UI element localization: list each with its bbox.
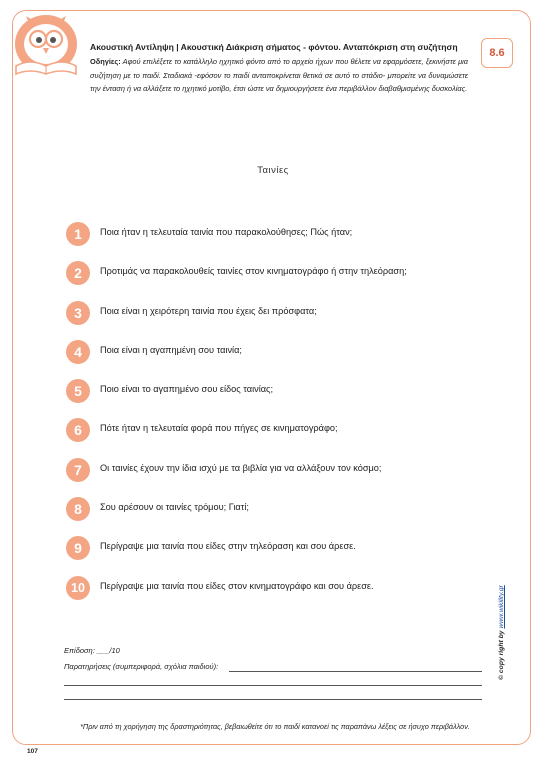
question-text: Ποια είναι η χειρότερη ταινία που έχεις δει πρόσφατα; [100, 305, 317, 316]
question-number-badge: 7 [66, 458, 90, 482]
question-text: Ποιο είναι το αγαπημένο σου είδος ταινίας; [100, 384, 274, 395]
question-text: Προτιμάς να παρακολουθείς ταινίες στον κινηματογράφο ή στην τηλεόραση; [100, 266, 407, 277]
copyright-label: © copy right by [498, 630, 505, 680]
question-list [66, 222, 486, 615]
question-number-badge: 5 [66, 379, 90, 403]
question-text: Οι ταινίες έχουν την ίδια ισχύ με τα βιβλία για να αλλάξουν τον κόσμο; [100, 462, 382, 473]
question-number-badge: 4 [66, 340, 90, 364]
question-text: Περίγραψε μια ταινία που είδες στον κινηματογράφο και σου άρεσε. [100, 580, 374, 591]
question-item [66, 418, 486, 457]
question-text: Περίγραψε μια ταινία που είδες στην τηλεόραση και σου άρεσε. [100, 541, 356, 552]
question-number-badge: 8 [66, 497, 90, 521]
notes-label: Παρατηρήσεις (συμπεριφορά, σχόλια παιδιού): [64, 662, 219, 671]
question-item [66, 576, 486, 615]
owl-logo-icon [6, 8, 84, 80]
question-item [66, 497, 486, 536]
activity-title: Ακουστική Αντίληψη | Ακουστική Διάκριση σήματος - φόντου. Ανταπόκριση στη συζήτηση [90, 42, 458, 52]
question-item [66, 536, 486, 575]
footnote: *Πριν από τη χορήγηση της δραστηριότητας, βεβαιωθείτε ότι το παιδί κατανοεί τις παραπάνω λέξεις σε ήσυχο περιβάλλον. [80, 722, 470, 731]
activity-code-badge: 8.6 [481, 38, 513, 68]
instructions-label: Οδηγίες: [90, 57, 121, 66]
question-item [66, 222, 486, 261]
question-number-badge: 10 [66, 576, 90, 600]
copyright-link[interactable]: www.wikility.gr [498, 585, 505, 629]
section-title: Ταινίες [257, 165, 289, 176]
question-text: Πότε ήταν η τελευταία φορά που πήγες σε κινηματογράφο; [100, 423, 338, 434]
notes-line[interactable] [229, 671, 482, 672]
notes-line[interactable] [64, 699, 482, 700]
question-item [66, 261, 486, 300]
score-field: Επίδοση: ___/10 [64, 646, 120, 655]
question-text: Ποια είναι η αγαπημένη σου ταινία; [100, 344, 242, 355]
question-number-badge: 1 [66, 222, 90, 246]
instructions-text: Αφού επιλέξετε το κατάλληλο ηχητικό φόντο από το αρχείο ήχων που θέλετε να εφαρμόσετε, ξεκινήστε μια συζήτηση με το παιδί. Σταδιακά -εφόσον το παιδί ανταποκρίνεται θετικά σε αυτό το στάδιο- μπορείτε να δυναμώσετε την ένταση ή να αλλάξετε το ηχητικό μοτίβο, έτσι ώστε να δημιουργήσετε ένα περιβάλλον διαβαθμισμένης δυσκολίας. [90, 57, 468, 93]
question-item [66, 340, 486, 379]
copyright-notice [498, 585, 505, 680]
instructions [90, 55, 468, 96]
question-item [66, 301, 486, 340]
question-number-badge: 3 [66, 301, 90, 325]
page-number: 107 [27, 748, 38, 755]
notes-line[interactable] [64, 685, 482, 686]
question-number-badge: 6 [66, 418, 90, 442]
question-item [66, 458, 486, 497]
question-number-badge: 2 [66, 261, 90, 285]
question-text: Σου αρέσουν οι ταινίες τρόμου; Γιατί; [100, 502, 249, 513]
question-text: Ποια ήταν η τελευταία ταινία που παρακολούθησες; Πώς ήταν; [100, 227, 353, 237]
question-number-badge: 9 [66, 536, 90, 560]
question-item [66, 379, 486, 418]
